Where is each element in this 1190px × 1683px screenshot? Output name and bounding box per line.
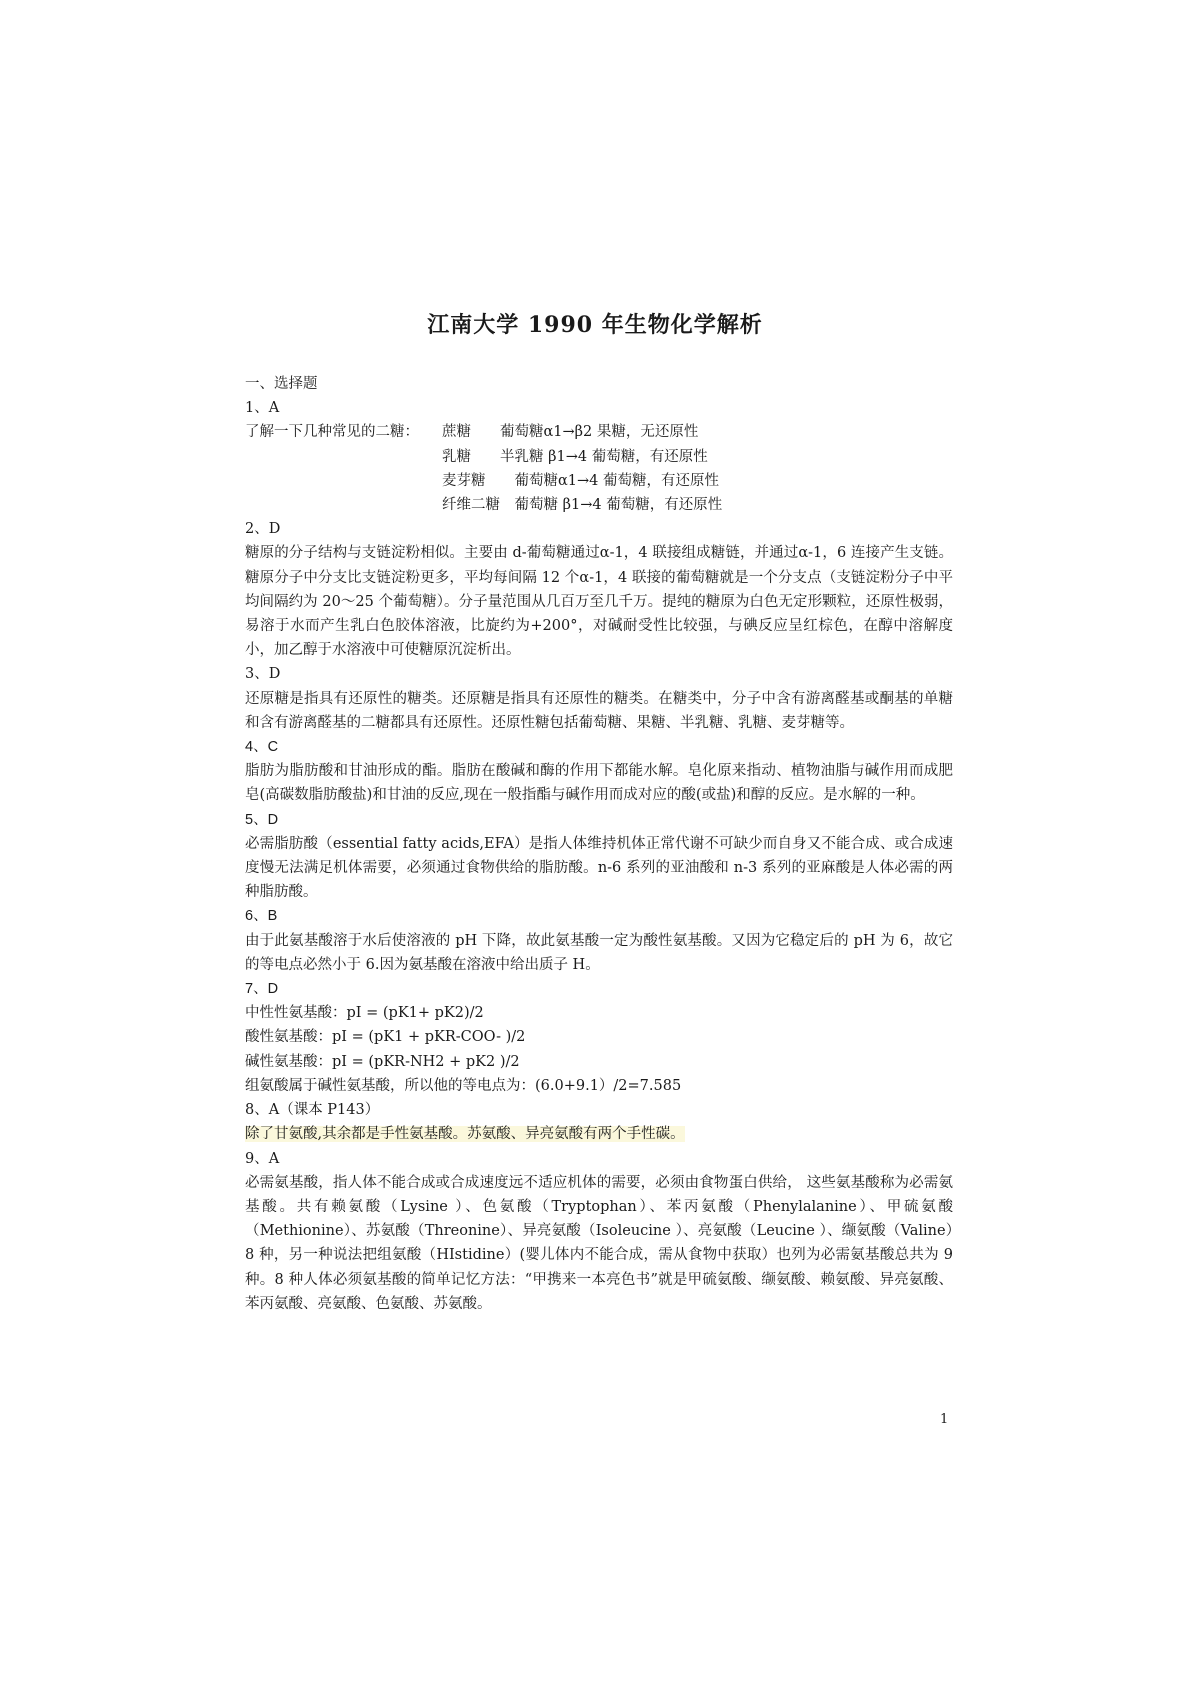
answer-label-5: 5、D [245, 811, 279, 828]
disaccharide-row [245, 420, 953, 444]
highlighted-explanation-8: 除了甘氨酸,其余都是手性氨基酸。苏氨酸、异亮氨酸有两个手性碳。 [245, 1126, 685, 1143]
explanation-2: 糖原的分子结构与支链淀粉相似。主要由 d-葡萄糖通过α-1，4 联接组成糖链，并通过α-1，6 连接产生支链。糖原分子中分支比支链淀粉更多，平均每间隔 12 个α-1，4 联接的葡萄糖就是一个分支点（支链淀粉分子中平均间隔约为 20～25 个葡萄糖）。分子量范围从几百万至几千万。提纯的糖原为白色无定形颗粒，还原性极弱，易溶于水而产生乳白色胶体溶液，比旋约为+200°，对碱耐受性比较强，与碘反应呈红棕色，在醇中溶解度小，加乙醇于水溶液中可使糖原沉淀析出。 [245, 545, 953, 659]
explanation-3: 还原糖是指具有还原性的糖类。还原糖是指具有还原性的糖类。在糖类中，分子中含有游离醛基或酮基的单糖和含有游离醛基的二糖都具有还原性。还原性糖包括葡萄糖、果糖、半乳糖、乳糖、麦芽糖等。 [245, 690, 953, 731]
answer-label-6: 6、B [245, 908, 278, 925]
formula-line: 中性性氨基酸：pI = (pK1+ pK2)/2 [245, 1005, 484, 1022]
disaccharide-row [245, 445, 953, 469]
disaccharide-item: 蔗糖 葡萄糖α1→β2 果糖，无还原性 [442, 424, 699, 441]
disaccharide-lead: 了解一下几种常见的二糖： [245, 424, 419, 441]
explanation-4: 脂肪为脂肪酸和甘油形成的酯。脂肪在酸碱和酶的作用下都能水解。皂化原来指动、植物油脂与碱作用而成肥皂(高碳数脂肪酸盐)和甘油的反应,现在一般指酯与碱作用而成对应的酸(或盐)和醇的反应。是水解的一种。 [245, 763, 953, 804]
formula-line: 组氨酸属于碱性氨基酸，所以他的等电点为：(6.0+9.1）/2=7.585 [245, 1077, 682, 1094]
page-number: 1 [940, 1412, 949, 1427]
answer-label-7: 7、D [245, 981, 279, 998]
explanation-5: 必需脂肪酸（essential fatty acids,EFA）是指人体维持机体正常代谢不可缺少而自身又不能合成、或合成速度慢无法满足机体需要，必须通过食物供给的脂肪酸。n-6 系列的亚油酸和 n-3 系列的亚麻酸是人体必需的两种脂肪酸。 [245, 835, 953, 901]
formula-line: 酸性氨基酸：pI = (pK1 + pKR-COO- )/2 [245, 1029, 526, 1046]
answer-label-9: 9、A [245, 1150, 280, 1167]
answer-label-2: 2、D [245, 521, 281, 538]
disaccharide-item: 乳糖 半乳糖 β1→4 葡萄糖，有还原性 [442, 448, 708, 465]
explanation-6: 由于此氨基酸溶于水后使溶液的 pH 下降，故此氨基酸一定为酸性氨基酸。又因为它稳定后的 pH 为 6，故它的等电点必然小于 6.因为氨基酸在溶液中给出质子 H。 [245, 932, 953, 973]
disaccharide-row [245, 469, 953, 493]
disaccharide-item: 麦芽糖 葡萄糖α1→4 葡萄糖，有还原性 [442, 472, 719, 489]
document-body [245, 372, 953, 1316]
answer-label-3: 3、D [245, 666, 281, 683]
explanation-9: 必需氨基酸，指人体不能合成或合成速度远不适应机体的需要，必须由食物蛋白供给， 这些氨基酸称为必需氨基酸。共有赖氨酸（Lysine ）、色氨酸（Tryptophan）、苯丙氨酸（Phenylalanine）、甲硫氨酸（Methionine）、苏氨酸（Threonine）、异亮氨酸（Isoleucine ）、亮氨酸（Leucine ）、缬氨酸（Valine）8 种，另一种说法把组氨酸（HIstidine）(婴儿体内不能合成，需从食物中获取）也列为必需氨基酸总共为 9 种。8 种人体必须氨基酸的简单记忆方法：“甲携来一本亮色书”就是甲硫氨酸、缬氨酸、赖氨酸、异亮氨酸、苯丙氨酸、亮氨酸、色氨酸、苏氨酸。 [245, 1174, 953, 1312]
document-title: 江南大学 1990 年生物化学解析 [427, 312, 763, 338]
answer-label-1: 1、A [245, 400, 280, 417]
disaccharide-row [245, 493, 953, 517]
answer-label-4: 4、C [245, 739, 279, 756]
formula-line: 碱性氨基酸：pI = (pKR-NH2 + pK2 )/2 [245, 1053, 520, 1070]
section-heading: 一、选择题 [245, 376, 318, 392]
answer-label-8: 8、A（课本 P143） [245, 1102, 380, 1119]
disaccharide-item: 纤维二糖 葡萄糖 β1→4 葡萄糖，有还原性 [442, 497, 723, 514]
